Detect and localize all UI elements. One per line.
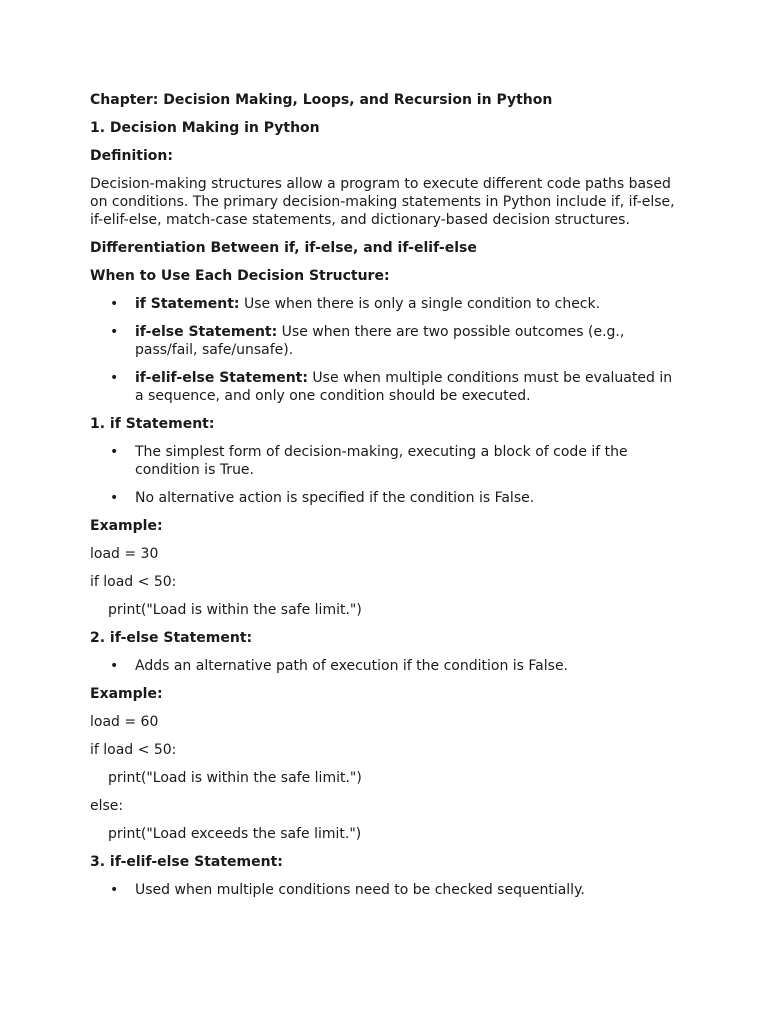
bullet-icon: •: [110, 444, 119, 460]
list-item: [90, 657, 680, 675]
item-description: Use when there are two possible outcomes (e.g., pass/fail, safe/unsafe).: [135, 324, 625, 358]
list-item: [90, 295, 680, 313]
item-description: Use when there is only a single condition to check.: [239, 296, 601, 312]
item-description: Use when multiple conditions must be evaluated in a sequence, and only one condition should be executed.: [135, 370, 673, 404]
list-item: [90, 881, 680, 899]
if-else-list: [90, 657, 680, 675]
when-to-use-list: [90, 295, 680, 405]
if-statement-heading: 1. if Statement:: [90, 416, 215, 432]
differentiation-heading: Differentiation Between if, if-else, and if-elif-else: [90, 240, 477, 256]
bullet-icon: •: [110, 296, 119, 312]
example-label: Example:: [90, 686, 163, 702]
item-text: No alternative action is specified if the condition is False.: [135, 490, 535, 506]
item-text: The simplest form of decision-making, executing a block of code if the condition is True.: [135, 444, 628, 478]
code-line: print("Load exceeds the safe limit."): [108, 826, 362, 842]
example-label: Example:: [90, 518, 163, 534]
chapter-title: Chapter: Decision Making, Loops, and Recursion in Python: [90, 92, 553, 108]
section-heading: 1. Decision Making in Python: [90, 120, 320, 136]
list-item: [90, 323, 680, 359]
item-term: if Statement:: [135, 296, 240, 312]
bullet-icon: •: [110, 324, 119, 340]
code-line: if load < 50:: [90, 742, 177, 758]
item-term: if-elif-else Statement:: [135, 370, 308, 386]
bullet-icon: •: [110, 490, 119, 506]
code-line: print("Load is within the safe limit."): [108, 602, 362, 618]
code-line: print("Load is within the safe limit."): [108, 770, 362, 786]
if-else-heading: 2. if-else Statement:: [90, 630, 253, 646]
if-elif-else-list: [90, 881, 680, 899]
item-text: Used when multiple conditions need to be checked sequentially.: [135, 882, 585, 898]
if-statement-list: [90, 443, 680, 507]
if-elif-else-heading: 3. if-elif-else Statement:: [90, 854, 283, 870]
list-item: [90, 369, 680, 405]
bullet-icon: •: [110, 370, 119, 386]
item-text: Adds an alternative path of execution if the condition is False.: [135, 658, 569, 674]
code-line: if load < 50:: [90, 574, 177, 590]
when-to-use-heading: When to Use Each Decision Structure:: [90, 268, 390, 284]
bullet-icon: •: [110, 882, 119, 898]
item-term: if-else Statement:: [135, 324, 278, 340]
bullet-icon: •: [110, 658, 119, 674]
code-line: load = 60: [90, 714, 159, 730]
definition-label: Definition:: [90, 148, 173, 164]
definition-paragraph: Decision-making structures allow a program to execute different code paths based on conditions. The primary decision-making statements in Python include if, if-else, if-elif-else, match-case statements, and dictionary-based decision structures.: [90, 176, 675, 228]
document-body: [90, 91, 680, 909]
list-item: [90, 489, 680, 507]
list-item: [90, 443, 680, 479]
code-line: else:: [90, 798, 124, 814]
code-line: load = 30: [90, 546, 159, 562]
